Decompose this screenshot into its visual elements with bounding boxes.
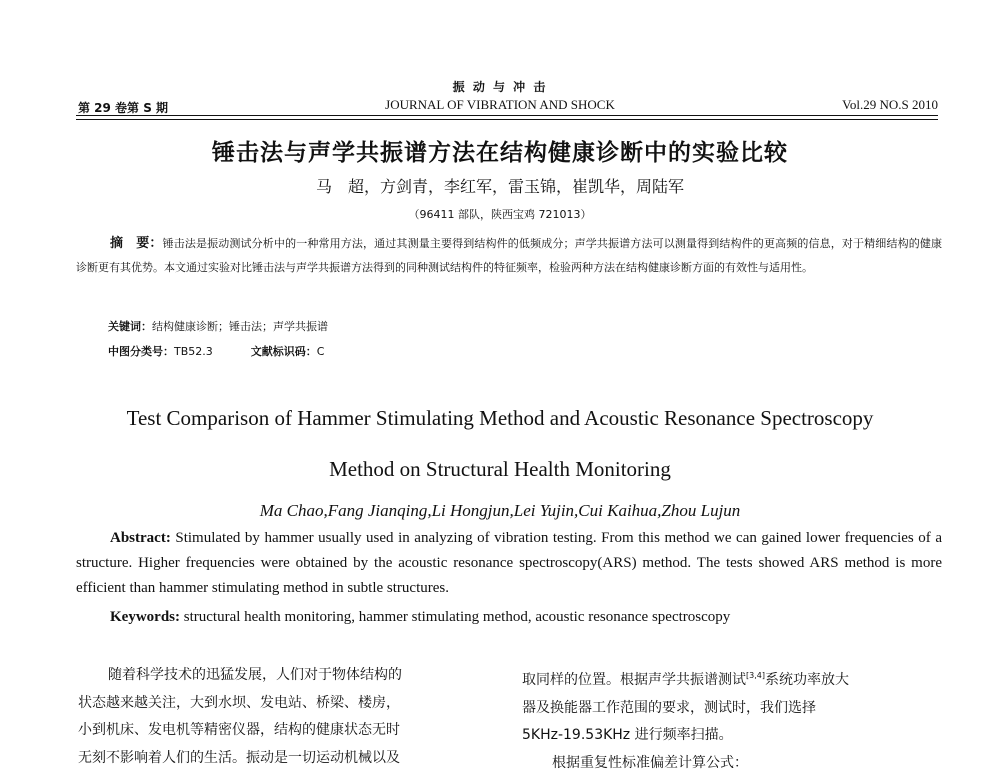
body-line xyxy=(522,662,942,695)
keywords-cn xyxy=(108,318,328,334)
clc-label: 中图分类号： xyxy=(108,345,174,358)
body-left-column xyxy=(78,662,490,772)
abstract-en xyxy=(76,526,942,601)
body-line: 小到机床、发电机等精密仪器，结构的健康状态无时 xyxy=(78,717,490,745)
authors-en: Ma Chao,Fang Jianqing,Li Hongjun,Lei Yujin,Cui Kaihua,Zhou Lujun xyxy=(0,501,1000,521)
authors-cn: 马 超，方剑青，李红军，雷玉锦，崔凯华，周陆军 xyxy=(0,174,1000,197)
keywords-cn-label: 关键词： xyxy=(108,320,152,333)
header-rule-thin xyxy=(76,119,938,120)
header-rule-thick xyxy=(76,115,938,116)
body-line: 随着科学技术的迅猛发展，人们对于物体结构的 xyxy=(78,662,490,690)
volume-issue-en: Vol.29 NO.S 2010 xyxy=(842,97,938,113)
body-line: 5KHz-19.53KHz 进行频率扫描。 xyxy=(522,722,942,750)
body-line: 器及换能器工作范围的要求，测试时，我们选择 xyxy=(522,695,942,723)
body-line: 根据重复性标准偏差计算公式： xyxy=(522,750,942,777)
body-text: 系统功率放大 xyxy=(765,672,849,688)
classification-line xyxy=(108,343,324,359)
journal-name-cn: 振 动 与 冲 击 xyxy=(0,78,1000,95)
paper-title-en-line1: Test Comparison of Hammer Stimulating Method and Acoustic Resonance Spectroscopy xyxy=(0,406,1000,431)
body-line: 状态越来越关注，大到水坝、发电站、桥梁、楼房， xyxy=(78,690,490,718)
doc-code-value: C xyxy=(317,345,325,358)
journal-name-en: JOURNAL OF VIBRATION AND SHOCK xyxy=(0,97,1000,113)
volume-issue-cn: 第 29 卷第 S 期 xyxy=(78,99,168,116)
paper-title-en-line2: Method on Structural Health Monitoring xyxy=(0,457,1000,482)
affiliation-cn: （96411 部队，陕西宝鸡 721013） xyxy=(0,206,1000,222)
keywords-cn-text: 结构健康诊断；锤击法；声学共振谱 xyxy=(152,320,328,333)
keywords-en-text: structural health monitoring, hammer stimulating method, acoustic resonance spectroscopy xyxy=(180,609,730,625)
abstract-en-text: Stimulated by hammer usually used in analyzing of vibration testing. From this method we can gained lower frequencies of a structure. Higher frequencies were obtained by the acoustic resonance spectroscopy(ARS) method. The tests showed ARS method is more efficient than hammer stimulating method in subtle structures. xyxy=(76,530,942,596)
body-text: 取同样的位置。根据声学共振谱测试 xyxy=(522,672,746,688)
abstract-en-label: Abstract: xyxy=(110,530,171,546)
body-line: 无刻不影响着人们的生活。振动是一切运动机械以及 xyxy=(78,745,490,773)
paper-title-cn: 锤击法与声学共振谱方法在结构健康诊断中的实验比较 xyxy=(0,134,1000,167)
abstract-cn-label: 摘 要： xyxy=(110,236,163,251)
doc-code-label: 文献标识码： xyxy=(251,345,317,358)
clc-value: TB52.3 xyxy=(174,345,213,358)
keywords-en-label: Keywords: xyxy=(110,609,180,625)
keywords-en xyxy=(110,609,730,626)
abstract-cn xyxy=(76,232,942,280)
citation-ref: [3,4] xyxy=(746,671,765,680)
abstract-cn-text: 锤击法是振动测试分析中的一种常用方法，通过其测量主要得到结构件的低频成分；声学共振谱方法可以测量得到结构件的更高频的信息，对于精细结构的健康诊断更有其优势。本文通过实验对比锤击法与声学共振谱方法得到的同种测试结构件的特征频率，检验两种方法在结构健康诊断方面的有效性与适用性。 xyxy=(76,237,942,274)
